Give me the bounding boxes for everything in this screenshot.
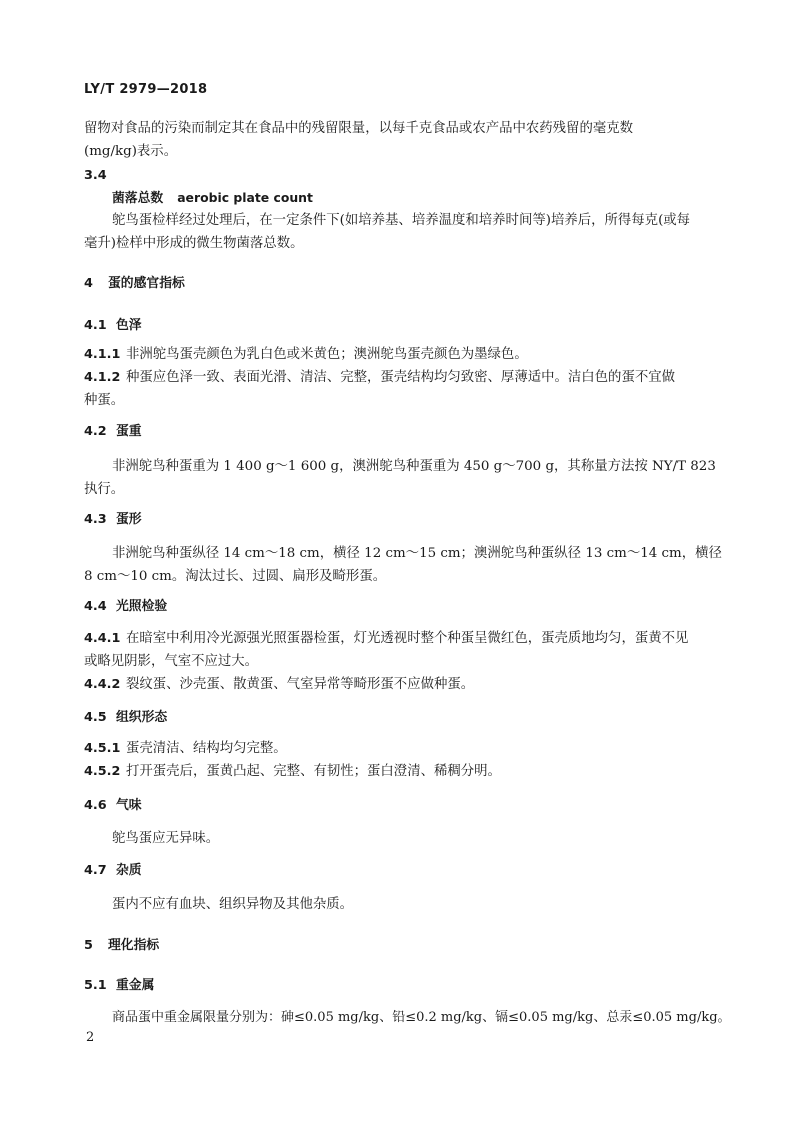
clause-text: 种蛋应色泽一致、表面光滑、清洁、完整，蛋壳结构均匀致密、厚薄适中。洁白色的蛋不宜做 xyxy=(126,370,676,385)
section-heading xyxy=(84,599,167,615)
clause-text: 蛋壳清洁、结构均匀完整。 xyxy=(126,741,287,756)
section-title: 重金属 xyxy=(116,978,155,993)
section-number: 4.6 xyxy=(84,798,107,813)
clause-number: 4.1.2 xyxy=(84,370,121,385)
clause-line xyxy=(84,677,474,693)
standard-code-header: LY/T 2979—2018 xyxy=(84,82,208,97)
section-heading xyxy=(84,710,167,726)
section-number: 4.7 xyxy=(84,863,107,878)
section-number: 4.5 xyxy=(84,710,107,725)
section-number: 4 xyxy=(84,276,93,291)
section-number: 5.1 xyxy=(84,978,107,993)
clause-text: 非洲鸵鸟蛋壳颜色为乳白色或米黄色；澳洲鸵鸟蛋壳颜色为墨绿色。 xyxy=(126,347,528,362)
clause-line xyxy=(84,347,528,363)
section-heading xyxy=(84,276,185,292)
section-title: 组织形态 xyxy=(116,710,168,725)
section-heading xyxy=(84,424,142,440)
section-heading xyxy=(84,978,154,994)
paragraph-line: 种蛋。 xyxy=(84,393,125,408)
paragraph-line: 非洲鸵鸟种蛋重为 1 400 g～1 600 g，澳洲鸵鸟种蛋重为 450 g～700 g，其称量方法按 NY/T 823 xyxy=(112,459,716,474)
section-title: 蛋形 xyxy=(116,512,142,527)
term-entry xyxy=(112,190,313,207)
section-heading xyxy=(84,863,142,879)
clause-text: 打开蛋壳后，蛋黄凸起、完整、有韧性；蛋白澄清、稀稠分明。 xyxy=(126,764,501,779)
clause-line xyxy=(84,741,287,757)
clause-text: 裂纹蛋、沙壳蛋、散黄蛋、气室异常等畸形蛋不应做种蛋。 xyxy=(126,677,475,692)
clause-line xyxy=(84,631,688,647)
paragraph-line: 8 cm～10 cm。淘汰过长、过圆、扁形及畸形蛋。 xyxy=(84,569,387,584)
clause-number: 4.5.2 xyxy=(84,764,121,779)
section-number: 4.3 xyxy=(84,512,107,527)
clause-text: 在暗室中利用冷光源强光照蛋器检蛋，灯光透视时整个种蛋呈微红色，蛋壳质地均匀，蛋黄不见 xyxy=(126,631,689,646)
paragraph-line: 鸵鸟蛋检样经过处理后，在一定条件下(如培养基、培养温度和培养时间等)培养后，所得每克(或每 xyxy=(112,213,691,228)
section-heading xyxy=(84,318,142,334)
section-heading xyxy=(84,512,142,528)
clause-line xyxy=(84,764,501,780)
paragraph-line: 蛋内不应有血块、组织异物及其他杂质。 xyxy=(112,897,354,912)
paragraph-line: 毫升)检样中形成的微生物菌落总数。 xyxy=(84,236,304,251)
section-title: 气味 xyxy=(116,798,142,813)
paragraph-line: 非洲鸵鸟种蛋纵径 14 cm～18 cm，横径 12 cm～15 cm；澳洲鸵鸟种蛋纵径 13 cm～14 cm，横径 xyxy=(112,546,722,561)
section-heading xyxy=(84,798,142,814)
section-number: 4.4 xyxy=(84,599,107,614)
page-number: 2 xyxy=(86,1030,95,1045)
term-chinese: 菌落总数 xyxy=(112,191,164,206)
section-heading xyxy=(84,938,159,954)
clause-line xyxy=(84,370,675,386)
paragraph-line: 留物对食品的污染而制定其在食品中的残留限量，以每千克食品或农产品中农药残留的毫克数 xyxy=(84,121,634,136)
paragraph-line: 鸵鸟蛋应无异味。 xyxy=(112,831,220,846)
paragraph-line: 执行。 xyxy=(84,482,125,497)
section-number: 3.4 xyxy=(84,168,107,183)
section-title: 光照检验 xyxy=(116,599,168,614)
paragraph-line: 或略见阴影，气室不应过大。 xyxy=(84,654,259,669)
section-title: 蛋重 xyxy=(116,424,142,439)
section-title: 色泽 xyxy=(116,318,142,333)
clause-number: 4.1.1 xyxy=(84,347,121,362)
paragraph-line: (mg/kg)表示。 xyxy=(84,144,178,159)
section-title: 蛋的感官指标 xyxy=(108,276,185,291)
section-number: 5 xyxy=(84,938,93,953)
section-title: 理化指标 xyxy=(108,938,160,953)
section-title: 杂质 xyxy=(116,863,142,878)
term-english: aerobic plate count xyxy=(177,190,313,205)
paragraph-line: 商品蛋中重金属限量分别为：砷≤0.05 mg/kg、铅≤0.2 mg/kg、镉≤0.05 mg/kg、总汞≤0.05 mg/kg。 xyxy=(112,1010,731,1025)
clause-number: 4.4.1 xyxy=(84,631,121,646)
clause-number: 4.5.1 xyxy=(84,741,121,756)
section-number: 4.1 xyxy=(84,318,107,333)
clause-number: 4.4.2 xyxy=(84,677,121,692)
section-number: 4.2 xyxy=(84,424,107,439)
